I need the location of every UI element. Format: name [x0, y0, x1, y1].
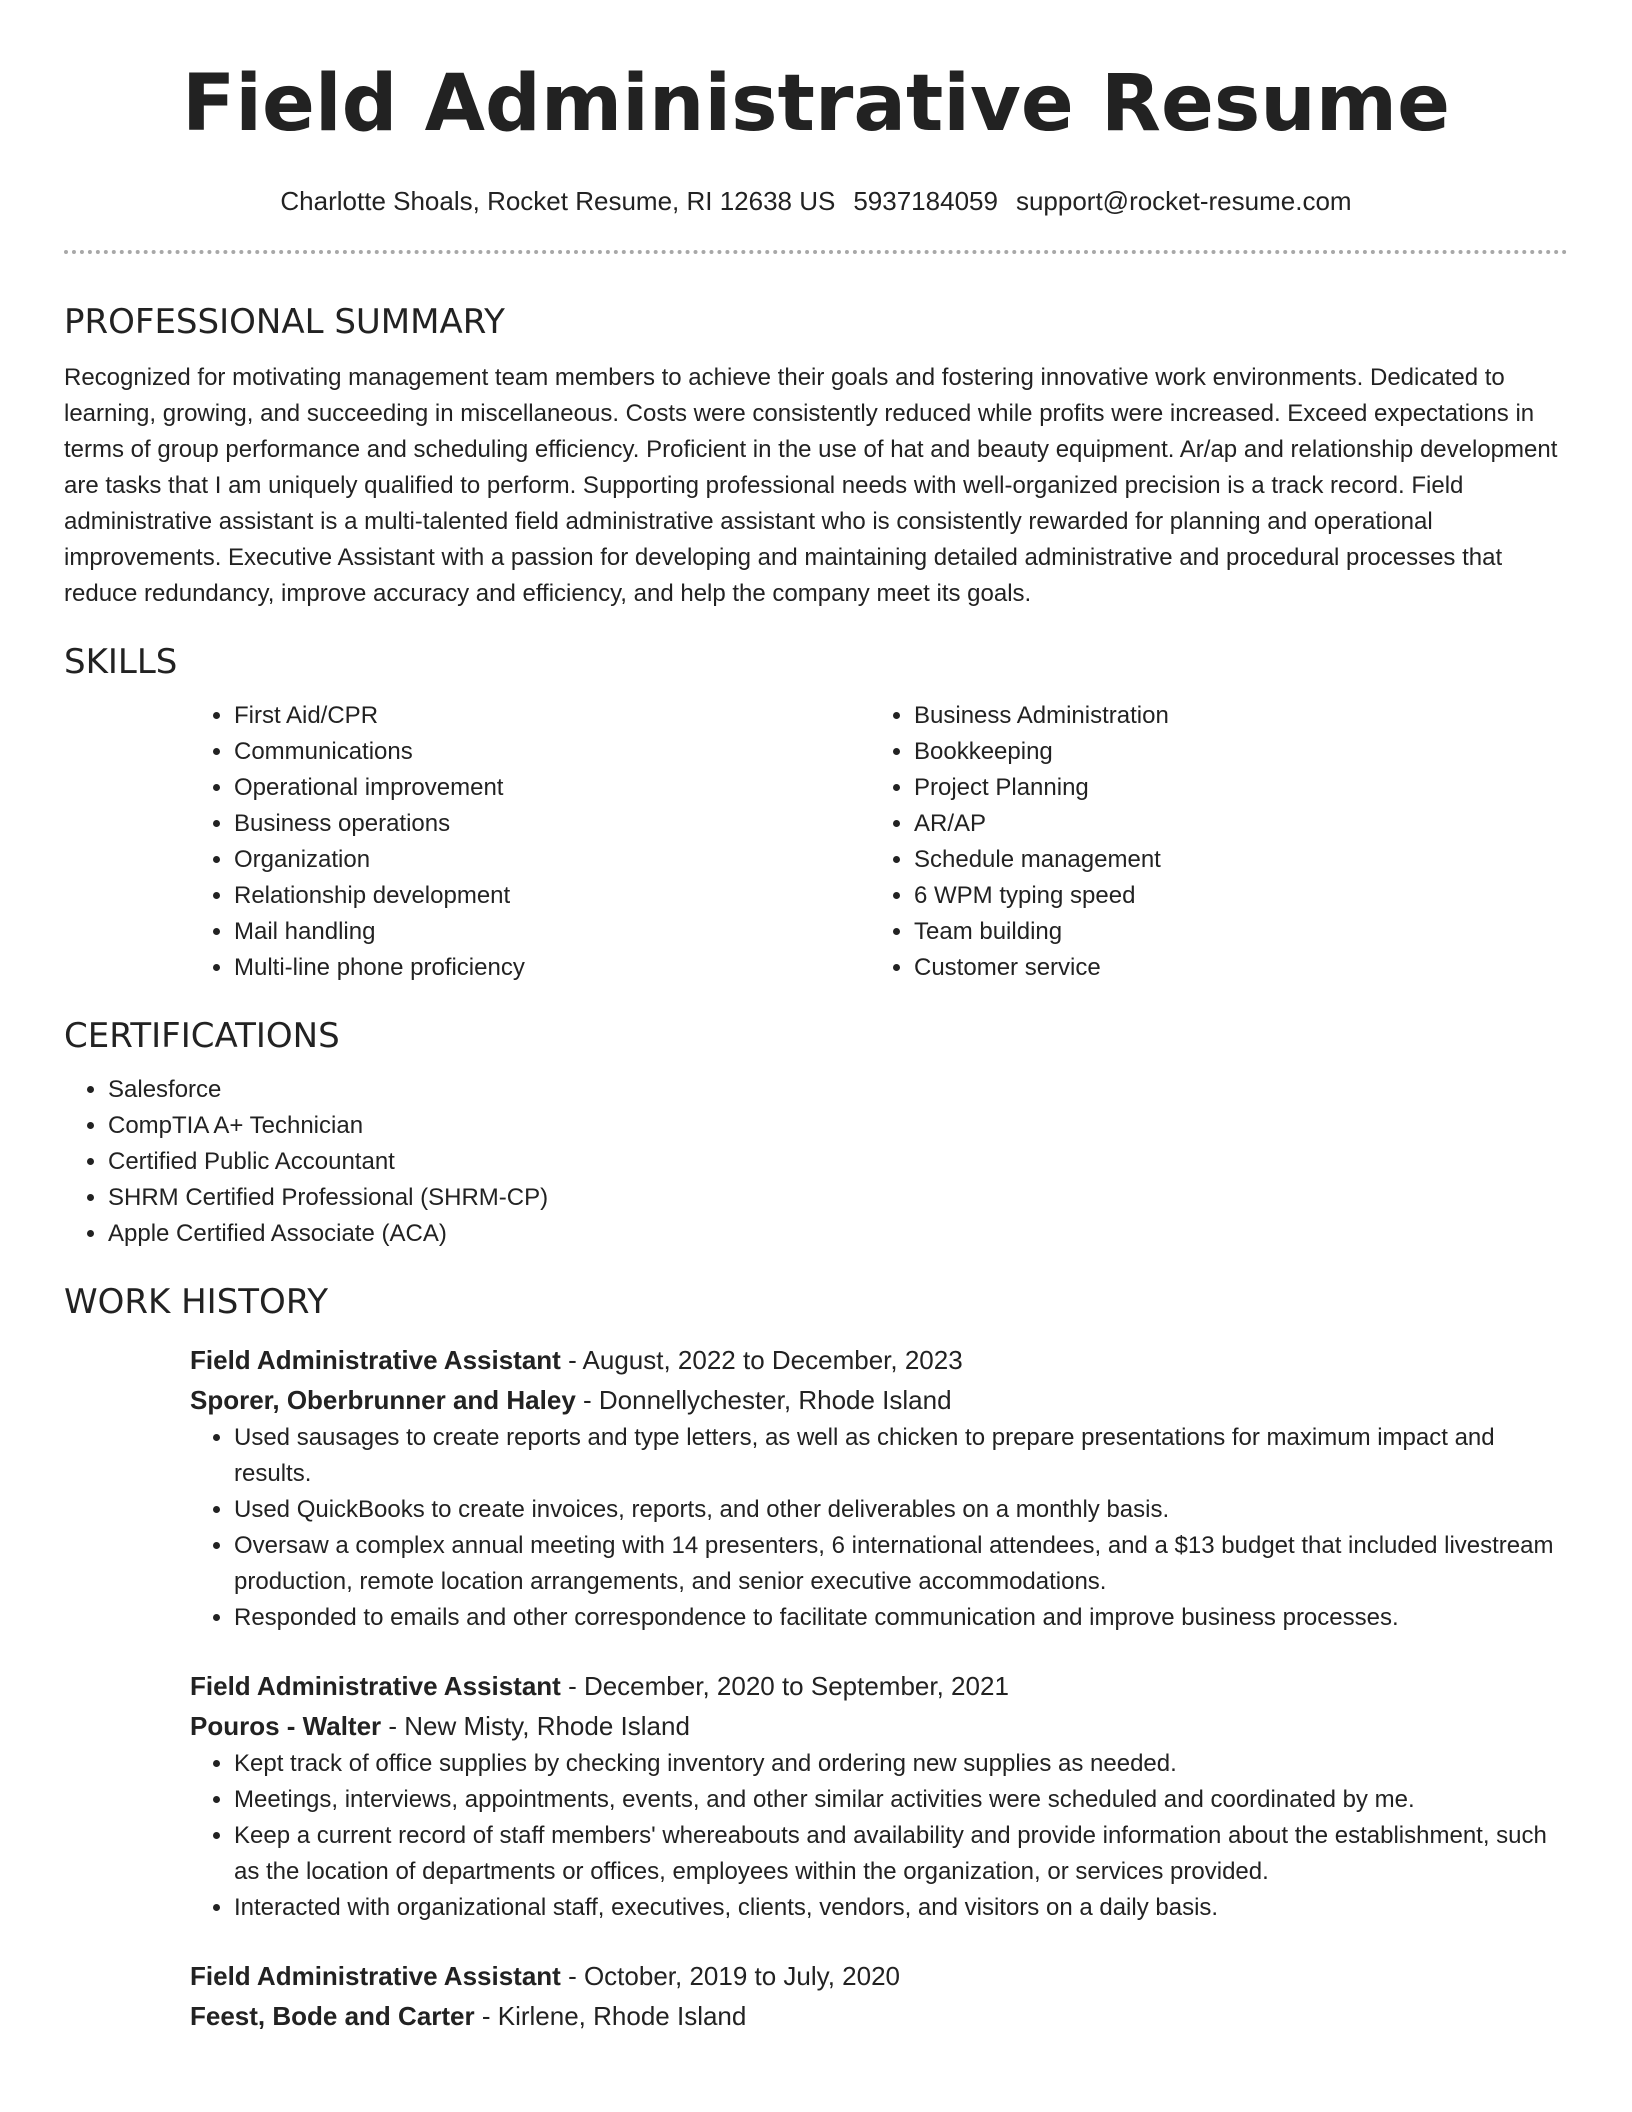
resume-title: Field Administrative Resume	[182, 59, 1450, 149]
list-item: • Meetings, interviews, appointments, events, and other similar activities were scheduled and coordinated by me.	[234, 1782, 1568, 1818]
job-bullets	[190, 1746, 1568, 1926]
list-item: • SHRM Certified Professional (SHRM-CP)	[108, 1180, 1568, 1216]
list-item: • Multi-line phone proficiency	[234, 950, 870, 986]
list-item: • Oversaw a complex annual meeting with 14 presenters, 6 international attendees, and a $13 budget that included livestream production, remote location arrangements, and senior executive accommodations.	[234, 1528, 1568, 1600]
list-item: • Customer service	[914, 950, 1550, 986]
list-item: • Relationship development	[234, 878, 870, 914]
list-item: • Mail handling	[234, 914, 870, 950]
list-item: • Team building	[914, 914, 1550, 950]
job-location: - New Misty, Rhode Island	[381, 1711, 690, 1741]
job-company: Feest, Bode and Carter	[190, 2001, 475, 2031]
summary-text: Recognized for motivating management team members to achieve their goals and fostering innovative work environments. Dedicated to learning, growing, and succeeding in miscellaneous. Costs were consistently reduced while profits were increased. Exceed expectations in terms of group performance and scheduling efficiency. Proficient in the use of hat and beauty equipment. Ar/ap and relationship development are tasks that I am uniquely qualified to perform. Supporting professional needs with well-organized precision is a track record. Field administrative assistant is a multi-talented field administrative assistant who is consistently rewarded for planning and operational improvements. Executive Assistant with a passion for developing and maintaining detailed administrative and procedural processes that reduce redundancy, improve accuracy and efficiency, and help the company meet its goals.	[64, 364, 1558, 607]
job-company: Pouros - Walter	[190, 1711, 382, 1741]
contact-email: support@rocket-resume.com	[1015, 186, 1352, 216]
job-entry	[190, 1666, 1568, 1926]
job-company: Sporer, Oberbrunner and Haley	[190, 1385, 576, 1415]
summary-heading: PROFESSIONAL SUMMARY	[64, 302, 505, 342]
list-item: • First Aid/CPR	[234, 698, 870, 734]
contact-line	[64, 184, 1568, 218]
list-item: • Certified Public Accountant	[108, 1144, 1568, 1180]
list-item: • 6 WPM typing speed	[914, 878, 1550, 914]
list-item: • Operational improvement	[234, 770, 870, 806]
job-title-line	[190, 1340, 1568, 1380]
job-company-line	[190, 1380, 1568, 1420]
contact-address: Charlotte Shoals, Rocket Resume, RI 12638 US	[280, 186, 836, 216]
job-dates: - October, 2019 to July, 2020	[560, 1961, 901, 1991]
job-title-line	[190, 1956, 1568, 1996]
job-dates: - December, 2020 to September, 2021	[560, 1671, 1009, 1701]
job-title: Field Administrative Assistant	[190, 1345, 561, 1375]
job-company-line	[190, 1706, 1568, 1746]
list-item: • CompTIA A+ Technician	[108, 1108, 1568, 1144]
job-bullets	[190, 1420, 1568, 1636]
contact-phone: 5937184059	[853, 186, 998, 216]
list-item: • Used QuickBooks to create invoices, reports, and other deliverables on a monthly basis.	[234, 1492, 1568, 1528]
list-item: • Organization	[234, 842, 870, 878]
certifications-section	[64, 1014, 1568, 1252]
list-item: • Used sausages to create reports and type letters, as well as chicken to prepare presentations for maximum impact and results.	[234, 1420, 1568, 1492]
list-item: • Project Planning	[914, 770, 1550, 806]
skills-columns	[190, 698, 1568, 986]
job-title: Field Administrative Assistant	[190, 1671, 561, 1701]
job-title-line	[190, 1666, 1568, 1706]
certifications-heading: CERTIFICATIONS	[64, 1016, 340, 1056]
list-item: • Responded to emails and other correspondence to facilitate communication and improve business processes.	[234, 1600, 1568, 1636]
resume-header	[64, 0, 1568, 218]
list-item: • Business Administration	[914, 698, 1550, 734]
list-item: • Business operations	[234, 806, 870, 842]
list-item: • Interacted with organizational staff, executives, clients, vendors, and visitors on a daily basis.	[234, 1890, 1568, 1926]
list-item: • AR/AP	[914, 806, 1550, 842]
list-item: • Apple Certified Associate (ACA)	[108, 1216, 1568, 1252]
job-company-line	[190, 1996, 1568, 2036]
list-item: • Kept track of office supplies by checking inventory and ordering new supplies as needed.	[234, 1746, 1568, 1782]
list-item: • Schedule management	[914, 842, 1550, 878]
work-history-heading: WORK HISTORY	[64, 1282, 329, 1322]
skills-heading: SKILLS	[64, 642, 178, 682]
summary-section	[64, 300, 1568, 612]
job-location: - Donnellychester, Rhode Island	[575, 1385, 952, 1415]
job-location: - Kirlene, Rhode Island	[474, 2001, 747, 2031]
list-item: • Bookkeeping	[914, 734, 1550, 770]
header-divider	[64, 250, 1568, 254]
skills-right-list	[870, 698, 1550, 986]
certifications-list	[64, 1072, 1568, 1252]
job-entry	[190, 1340, 1568, 1636]
job-entry	[190, 1956, 1568, 2036]
list-item: • Communications	[234, 734, 870, 770]
list-item: • Keep a current record of staff members' whereabouts and availability and provide information about the establishment, such as the location of departments or offices, employees within the organization, or services provided.	[234, 1818, 1568, 1890]
list-item: • Salesforce	[108, 1072, 1568, 1108]
skills-section	[64, 640, 1568, 986]
job-dates: - August, 2022 to December, 2023	[560, 1345, 963, 1375]
job-title: Field Administrative Assistant	[190, 1961, 561, 1991]
skills-right-column	[870, 698, 1550, 986]
skills-left-list	[190, 698, 870, 986]
skills-left-column	[190, 698, 870, 986]
work-history-section	[64, 1280, 1568, 2036]
